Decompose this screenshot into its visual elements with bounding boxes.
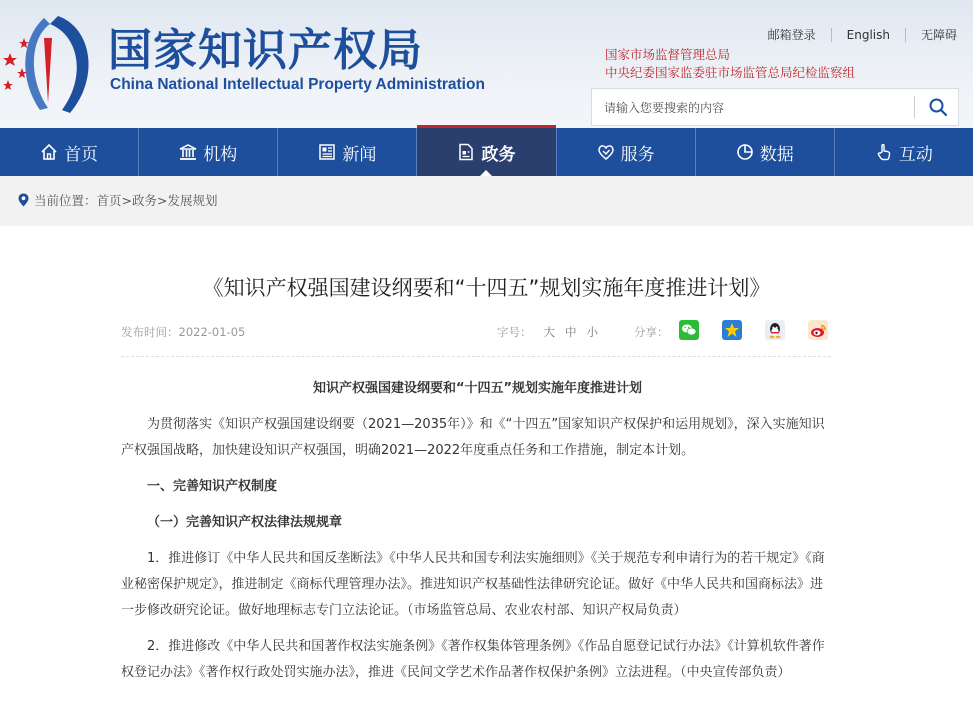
search-button[interactable] — [918, 89, 958, 125]
institution-icon — [179, 143, 197, 161]
font-size-small[interactable]: 小 — [586, 325, 598, 339]
search-box — [591, 88, 959, 126]
site-header — [0, 0, 973, 128]
nav-interaction[interactable] — [835, 128, 973, 176]
font-size-controls — [497, 324, 608, 340]
article-meta — [121, 324, 831, 344]
org-line-discipline[interactable]: 中央纪委国家监委驻市场监管总局纪检监察组 — [605, 65, 856, 80]
pie-chart-icon — [736, 143, 754, 161]
accessibility-link[interactable]: 无障碍 — [905, 28, 959, 42]
site-logo-chinese[interactable]: 国家知识产权局 — [108, 25, 423, 76]
article-paragraph: 为贯彻落实《知识产权强国建设纲要（2021—2035年）》和《“十四五”国家知识产权保护和运用规划》，深入实施知识产权强国战略，加快建设知识产权强国，明确2021—2022年度重点任务和工作措施，制定本计划。 — [121, 417, 825, 458]
nav-data-label: 数据 — [759, 144, 794, 165]
english-link[interactable]: English — [831, 28, 905, 42]
mail-login-link[interactable]: 邮箱登录 — [767, 28, 816, 42]
home-icon — [40, 143, 58, 161]
wechat-icon[interactable] — [679, 320, 699, 340]
nav-service[interactable] — [557, 128, 696, 176]
supervising-orgs — [605, 46, 855, 82]
article-title: 《知识产权强国建设纲要和“十四五”规划实施年度推进计划》 — [202, 276, 771, 300]
article-subtitle: 知识产权强国建设纲要和“十四五”规划实施年度推进计划 — [312, 381, 643, 396]
hand-icon — [875, 143, 893, 161]
nav-interaction-label: 互动 — [898, 144, 933, 165]
article-paragraph: 2．推进修改《中华人民共和国著作权法实施条例》《著作权集体管理条例》《作品自愿登记试行办法》《计算机软件著作权登记办法》《著作权行政处罚实施办法》，推进《民间文学艺术作品著作权保护条例》立法进程。（中央宣传部负责） — [121, 639, 825, 680]
weibo-icon[interactable] — [808, 320, 828, 340]
breadcrumb-home[interactable]: 首页 — [96, 193, 122, 208]
nav-news-label: 新闻 — [342, 144, 377, 165]
breadcrumb-development-plan[interactable]: 发展规划 — [167, 193, 218, 208]
font-size-label: 字号： — [497, 325, 532, 339]
section-heading: 一、完善知识产权制度 — [147, 479, 278, 494]
qq-icon[interactable] — [765, 320, 785, 340]
main-nav — [0, 128, 973, 176]
font-size-large[interactable]: 大 — [543, 325, 555, 339]
service-icon — [597, 143, 615, 161]
article-paragraph: 1．推进修订《中华人民共和国反垄断法》《中华人民共和国专利法实施细则》《关于规范专利申请行为的若干规定》《商业秘密保护规定》，推进制定《商标代理管理办法》。推进知识产权基础性法律研究论证。做好《中华人民共和国商标法》进一步修改研究论证。做好地理标志专门立法论证。（市场监管总局、农业农村部、知识产权局负责） — [121, 551, 825, 618]
breadcrumb — [0, 176, 973, 224]
search-divider — [914, 96, 915, 118]
document-icon — [457, 143, 475, 161]
article-body — [121, 376, 834, 696]
top-links — [753, 28, 959, 42]
share-label: 分享： — [634, 325, 669, 339]
location-pin-icon — [18, 193, 29, 207]
search-icon — [928, 97, 948, 117]
breadcrumb-prefix: 当前位置： — [34, 193, 97, 208]
nav-home-label: 首页 — [64, 144, 99, 165]
breadcrumb-government-affairs[interactable]: 政务 — [132, 193, 158, 208]
nav-home[interactable] — [0, 128, 139, 176]
subsection-heading: （一）完善知识产权法律法规规章 — [147, 515, 343, 530]
org-line-samr[interactable]: 国家市场监督管理总局 — [605, 47, 731, 62]
national-emblem-logo — [0, 8, 100, 118]
breadcrumb-separator: > — [121, 192, 133, 208]
article-panel — [0, 226, 973, 703]
font-size-medium[interactable]: 中 — [565, 325, 577, 339]
nav-institution-label: 机构 — [203, 144, 238, 165]
meta-divider — [121, 356, 831, 357]
breadcrumb-separator: > — [157, 192, 168, 208]
nav-data[interactable] — [696, 128, 835, 176]
nav-service-label: 服务 — [620, 144, 655, 165]
qzone-icon[interactable] — [722, 320, 742, 340]
nav-institution[interactable] — [139, 128, 278, 176]
nav-government-affairs-label: 政务 — [481, 144, 516, 165]
site-logo-english[interactable]: China National Intellectual Property Administration — [110, 76, 485, 93]
publish-date: 发布时间：2022-01-05 — [121, 325, 246, 339]
nav-news[interactable] — [278, 128, 417, 176]
share-icons — [679, 320, 851, 340]
nav-government-affairs[interactable] — [417, 128, 556, 176]
search-input[interactable] — [602, 89, 906, 127]
news-icon — [318, 143, 336, 161]
